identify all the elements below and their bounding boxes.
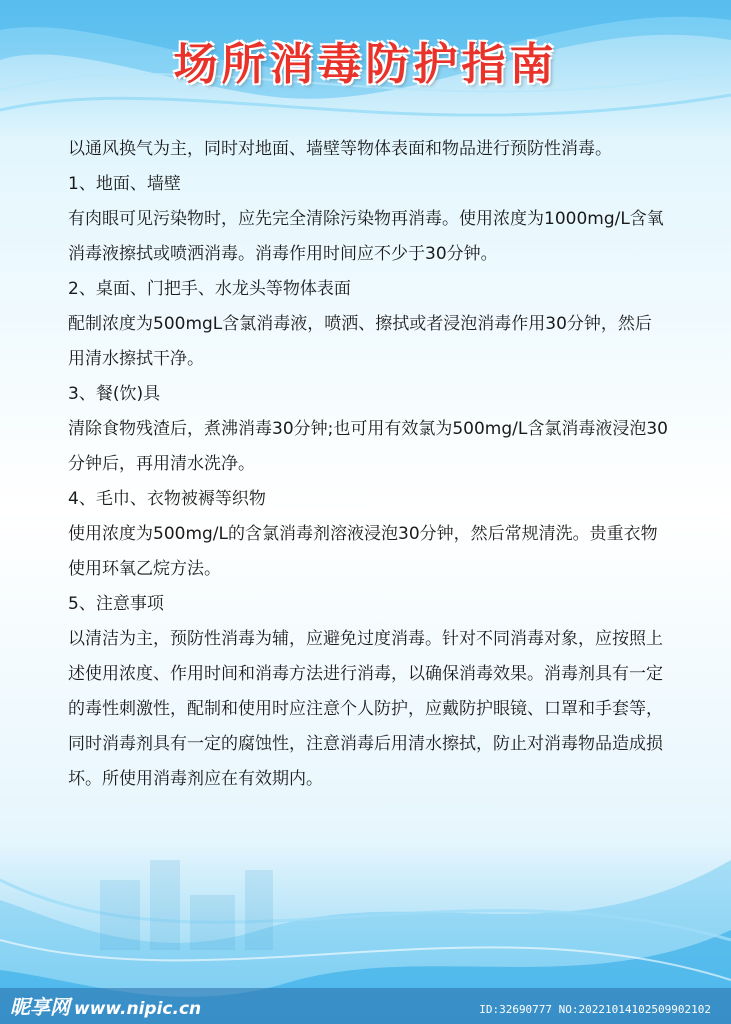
section-text-floor-walls: 有肉眼可见污染物时，应先完全清除污染物再消毒。使用浓度为1000mg/L含氧消毒液擦拭或喷洒消毒。消毒作用时间应不少于30分钟。 — [68, 209, 664, 264]
section-text-fabrics: 使用浓度为500mg/L的含氯消毒剂溶液浸泡30分钟，然后常规清洗。贵重衣物使用环氧乙烷方法。 — [68, 524, 658, 579]
section-heading-floor-walls: 1、地面、墙壁 — [68, 174, 181, 194]
section-text-surfaces: 配制浓度为500mgL含氯消毒液，喷洒、擦拭或者浸泡消毒作用30分钟，然后用清水擦拭干净。 — [68, 314, 652, 369]
watermark-image-id: ID:32690777 NO:20221014102509902102 — [479, 1003, 711, 1016]
intro-paragraph: 以通风换气为主，同时对地面、墙壁等物体表面和物品进行预防性消毒。 — [68, 139, 612, 159]
watermark-logo-text: 昵享网 — [10, 995, 70, 1019]
section-heading-tableware: 3、餐(饮)具 — [68, 384, 161, 404]
watermark-logo — [10, 991, 201, 1020]
page-title: 场所消毒防护指南 — [173, 39, 558, 90]
section-text-tableware: 清除食物残渣后，煮沸消毒30分钟;也可用有效氯为500mg/L含氯消毒液浸泡30分钟后，再用清水洗净。 — [68, 419, 668, 474]
watermark-site: www.nipic.cn — [74, 999, 202, 1019]
section-heading-notes: 5、注意事项 — [68, 594, 164, 614]
watermark-bar — [0, 988, 731, 1024]
section-heading-fabrics: 4、毛巾、衣物被褥等织物 — [68, 489, 266, 509]
section-text-notes: 以清洁为主，预防性消毒为辅，应避免过度消毒。针对不同消毒对象，应按照上述使用浓度、作用时间和消毒方法进行消毒，以确保消毒效果。消毒剂具有一定的毒性刺激性，配制和使用时应注意个人防护，应戴防护眼镜、口罩和手套等，同时消毒剂具有一定的腐蚀性，注意消毒后用清水擦拭，防止对消毒物品造成损坏。所使用消毒剂应在有效期内。 — [68, 629, 663, 789]
guide-body — [68, 132, 668, 797]
section-heading-surfaces: 2、桌面、门把手、水龙头等物体表面 — [68, 279, 351, 299]
